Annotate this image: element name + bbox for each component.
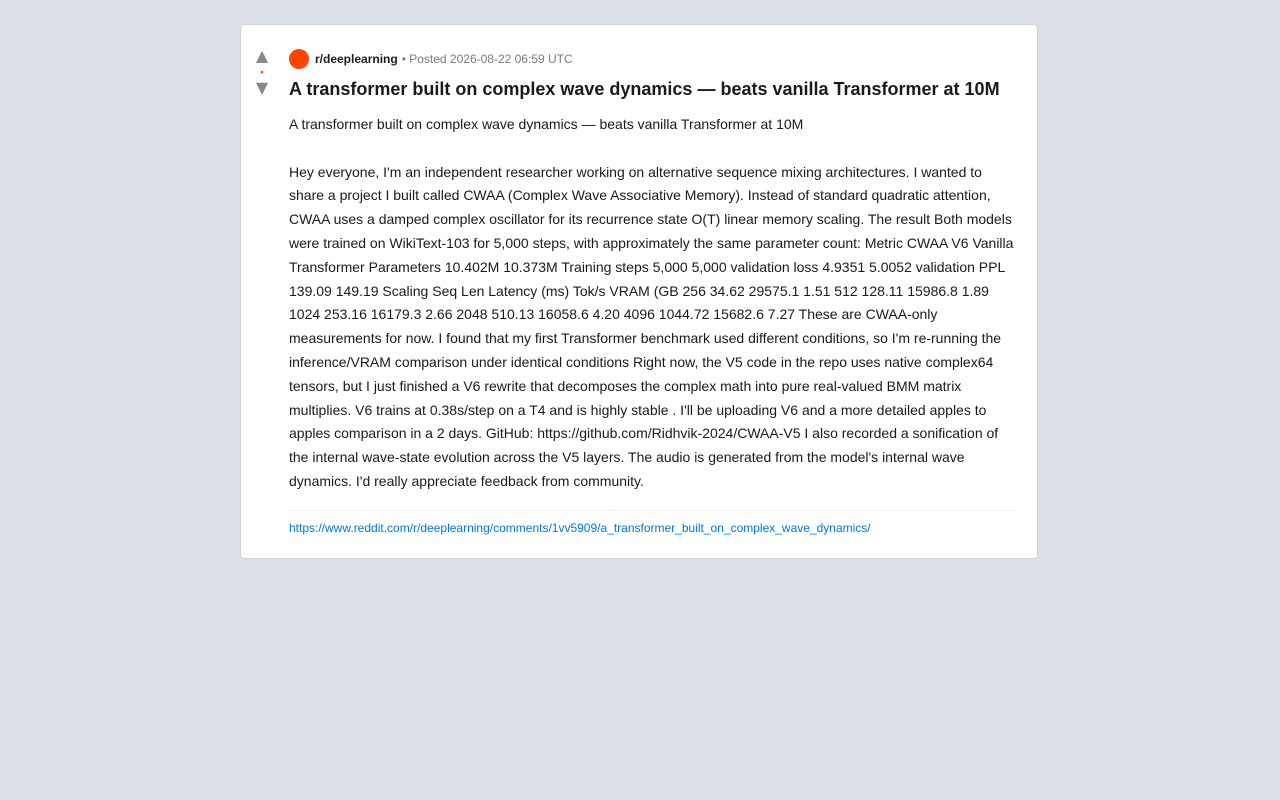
post-card (240, 24, 1038, 559)
post-content (289, 49, 1015, 536)
downvote-arrow-icon[interactable]: ▼ (255, 78, 269, 97)
upvote-arrow-icon[interactable]: ▲ (255, 46, 269, 65)
post-body (289, 113, 1015, 494)
post-body-paragraph: A transformer built on complex wave dynamics — beats vanilla Transformer at 10M (289, 116, 804, 132)
post-timestamp: • Posted 2026-08-22 06:59 UTC (401, 52, 573, 66)
post-meta (289, 49, 1015, 69)
subreddit-avatar-icon[interactable] (289, 49, 309, 69)
post-title[interactable]: A transformer built on complex wave dynamics — beats vanilla Transformer at 10M (289, 79, 1000, 99)
subreddit-link[interactable]: r/deeplearning (315, 52, 398, 66)
post-body-paragraph: Hey everyone, I'm an independent researcher working on alternative sequence mixing architectures. I wanted to share a project I built called CWAA (Complex Wave Associative Memory). Instead of standard quadratic attention, CWAA uses a damped complex oscillator for its recurrence state O(T) linear memory scaling. The result Both models were trained on WikiText-103 for 5,000 steps, with approximately the same parameter count: Metric CWAA V6 Vanilla Transformer Parameters 10.402M 10.373M Training steps 5,000 5,000 validation loss 4.9351 5.0052 validation PPL 139.09 149.19 Scaling Seq Len Latency (ms) Tok/s VRAM (GB 256 34.62 29575.1 1.51 512 128.11 15986.8 1.89 1024 253.16 16179.3 2.66 2048 510.13 16058.6 4.20 4096 1044.72 15682.6 7.27 These are CWAA-only measurements for now. I found that my first Transformer benchmark used different conditions, so I'm re-running the inference/VRAM comparison under identical conditions Right now, the V5 code in the repo uses native complex64 tensors, but I just finished a V6 rewrite that decomposes the complex math into pure real-valued BMM matrix multiplies. V6 trains at 0.38s/step on a T4 and is highly stable . I'll be uploading V6 and a more detailed apples to apples comparison in a 2 days. GitHub: https://github.com/Ridhvik-2024/CWAA-V5 I also recorded a sonification of the internal wave-state evolution across the V5 layers. The audio is generated from the model's internal wave dynamics. I'd really appreciate feedback from community. (289, 163, 1014, 489)
vote-score: • (260, 67, 264, 77)
vote-column (241, 47, 283, 97)
permalink-link[interactable]: https://www.reddit.com/r/deeplearning/comments/1vv5909/a_transformer_built_on_complex_wave_dynamics/ (289, 520, 871, 535)
divider (289, 510, 1015, 511)
